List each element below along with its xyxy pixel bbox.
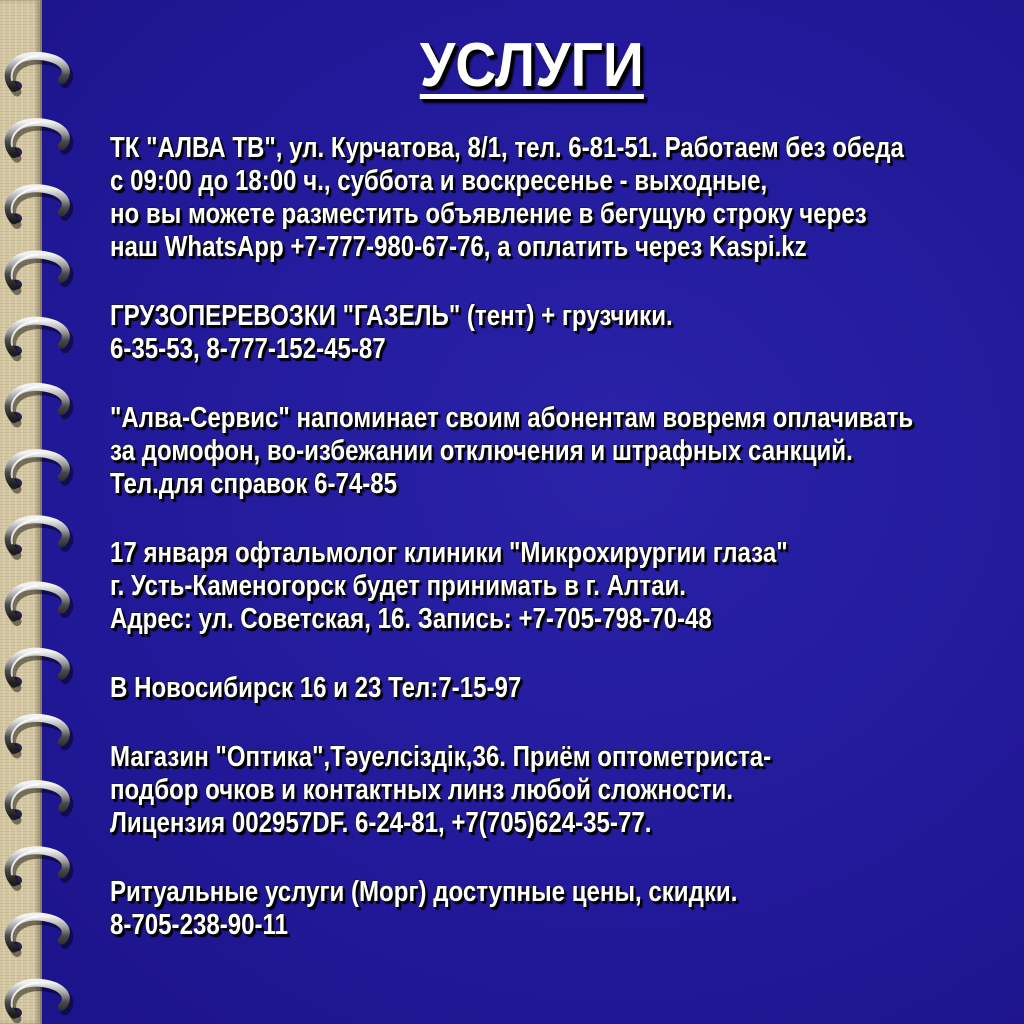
listing-line: г. Усть-Каменогорск будет принимать в г. Алтаи.	[110, 570, 686, 602]
spiral-ring	[9, 652, 69, 688]
listing-block	[110, 300, 1015, 366]
spiral-ring	[9, 850, 69, 886]
listing-line: Тел.для справок 6-74-85	[110, 468, 398, 500]
listing-block	[110, 876, 1015, 942]
spiral-ring	[9, 916, 69, 952]
listings-container	[110, 132, 1015, 978]
spiral-ring	[9, 983, 69, 1019]
listing-line: 6-35-53, 8-777-152-45-87	[110, 333, 386, 365]
listing-line: Ритуальные услуги (Морг) доступные цены, скидки.	[110, 876, 738, 908]
listing-line: подбор очков и контактных линз любой сложности.	[110, 774, 734, 806]
listing-block	[110, 537, 1015, 636]
spiral-ring	[9, 122, 69, 158]
listing-line: В Новосибирск 16 и 23 Тел:7-15-97	[110, 672, 522, 704]
listing-line: ГРУЗОПЕРЕВОЗКИ "ГАЗЕЛЬ" (тент) + грузчики.	[110, 300, 673, 332]
spiral-ring	[9, 254, 69, 290]
listing-line: наш WhatsApp +7-777-980-67-76, а оплатить через Kaspi.kz	[110, 231, 807, 263]
listing-line: "Алва-Сервис" напоминает своим абонентам вовремя оплачивать	[110, 402, 914, 434]
listing-line: Адрес: ул. Советская, 16. Запись: +7-705-798-70-48	[110, 603, 712, 635]
page-title: УСЛУГИ	[419, 31, 645, 100]
listing-line: за домофон, во-избежании отключения и штрафных санкций.	[110, 435, 853, 467]
listing-line: Лицензия 002957DF. 6-24-81, +7(705)624-35-77.	[110, 807, 652, 839]
listing-line: Магазин "Оптика",Тәуелсіздік,36. Приём оптометриста-	[110, 741, 772, 773]
spiral-ring	[9, 387, 69, 423]
listing-block	[110, 402, 1015, 501]
spiral-ring	[9, 784, 69, 820]
listing-block	[110, 741, 1015, 840]
spiral-ring	[9, 519, 69, 555]
listing-line: с 09:00 до 18:00 ч., суббота и воскресенье - выходные,	[110, 165, 768, 197]
listing-line: 17 января офтальмолог клиники "Микрохирургии глаза"	[110, 537, 788, 569]
listing-line: ТК "АЛВА ТВ", ул. Курчатова, 8/1, тел. 6-81-51. Работаем без обеда	[110, 132, 904, 164]
spiral-ring	[9, 453, 69, 489]
listing-line: 8-705-238-90-11	[110, 909, 288, 941]
listing-line: но вы можете разместить объявление в бегущую строку через	[110, 198, 867, 230]
spiral-ring	[9, 585, 69, 621]
listing-block	[110, 132, 1015, 264]
spiral-ring	[9, 188, 69, 224]
title-container	[0, 30, 1024, 101]
listing-block	[110, 672, 1015, 705]
spiral-ring	[9, 718, 69, 754]
spiral-binding	[0, 0, 90, 1024]
spiral-ring	[9, 321, 69, 357]
